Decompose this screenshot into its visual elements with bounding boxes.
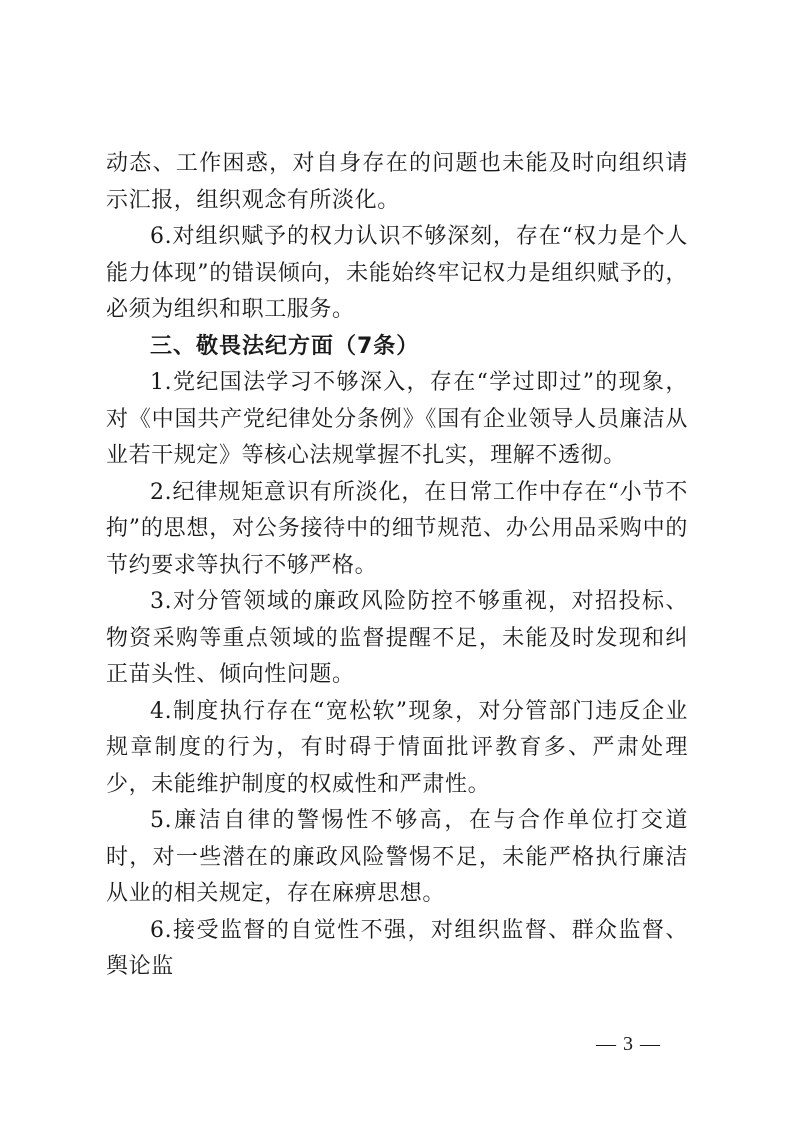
body-paragraph: 4.制度执行存在“宽松软”现象，对分管部门违反企业规章制度的行为，有时碍于情面批评教育多、严肃处理少，未能维护制度的权威性和严肃性。 — [106, 698, 688, 797]
body-paragraph: 3.对分管领域的廉政风险防控不够重视，对招投标、物资采购等重点领域的监督提醒不足，未能及时发现和纠正苗头性、倾向性问题。 — [106, 589, 688, 687]
document-body — [106, 146, 688, 986]
body-paragraph: 6.对组织赋予的权力认识不够深刻，存在“权力是个人能力体现”的错误倾向，未能始终牢记权力是组织赋予的，必须为组织和职工服务。 — [106, 224, 688, 322]
body-paragraph: 5.廉洁自律的警惕性不够高，在与合作单位打交道时，对一些潜在的廉政风险警惕不足，未能严格执行廉洁从业的相关规定，存在麻痹思想。 — [106, 808, 688, 906]
body-paragraph: 6.接受监督的自觉性不强，对组织监督、群众监督、舆论监 — [106, 917, 688, 979]
body-paragraph: 2.纪律规矩意识有所淡化，在日常工作中存在“小节不拘”的思想，对公务接待中的细节规范、办公用品采购中的节约要求等执行不够严格。 — [106, 479, 688, 578]
body-paragraph: 动态、工作困惑，对自身存在的问题也未能及时向组织请示汇报，组织观念有所淡化。 — [106, 151, 688, 213]
body-paragraph: 1.党纪国法学习不够深入，存在“学过即过”的现象，对《中国共产党纪律处分条例》《国有企业领导人员廉洁从业若干规定》等核心法规掌握不扎实，理解不透彻。 — [106, 370, 688, 468]
section-heading: 三、敬畏法纪方面（7条） — [150, 333, 420, 359]
page-number: — 3 — — [596, 1033, 661, 1055]
